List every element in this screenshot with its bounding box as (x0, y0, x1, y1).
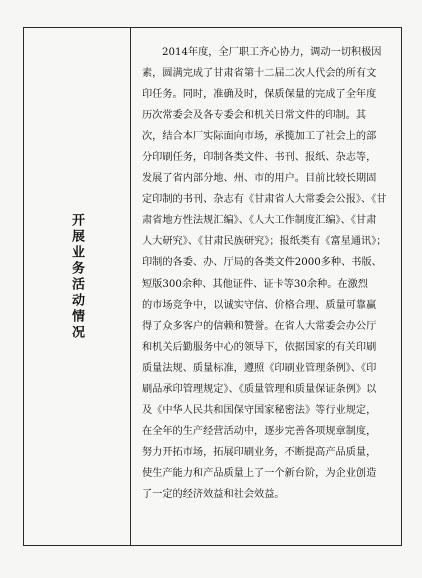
text-line-18: 及《中华人民共和国保守国家秘密法》等行业规定， (142, 404, 377, 416)
text-line-8: 定印制的书刊、杂志有《甘肃省人大常委会公报》、《甘 (142, 194, 387, 206)
text-line-9: 肃省地方性法规汇编》、《人大工作制度汇编》、《甘肃 (142, 215, 377, 227)
text-line-7: 发展了省内部分地、州、市的用户。目前比较长期固 (142, 173, 377, 185)
text-line-6: 分印刷任务，印制各类文件、书刊、报纸、杂志等， (142, 152, 377, 164)
text-line-1 (142, 42, 394, 63)
body-text (142, 42, 394, 505)
text-line-12: 短版300余种、其他证件、证卡等30余种。在激烈 (142, 278, 368, 290)
text-line-13: 的市场竞争中，以诚实守信、价格合理、质量可靠赢 (142, 299, 377, 311)
text-line-4: 历次常委会及各专委会和机关日常文件的印制。其 (142, 110, 367, 122)
text-line-5: 次，结合本厂实际面向市场，承揽加工了社会上的部 (142, 131, 377, 143)
text-line-17: 刷品承印管理规定》、《质量管理和质量保证条例》以 (142, 383, 377, 395)
text-line-3: 印任务。同时，准确及时，保质保量的完成了全年度 (142, 89, 377, 101)
column-divider (130, 28, 131, 545)
text-line: 2014年度，全厂职工齐心协力，调动一切积极因 (162, 47, 382, 58)
form-table (23, 27, 402, 546)
text-line-21: 使生产能力和产品质量上了一个新台阶，为企业创造 (142, 467, 377, 479)
text-line-14: 得了众多客户的信赖和赞誉。在省人大常委会办公厅 (142, 320, 377, 332)
text-line-19: 在全年的生产经营活动中，逐步完善各项规章制度， (142, 425, 377, 437)
text-line-10: 人大研究》、《甘肃民族研究》；报纸类有《富星通讯》； (142, 236, 387, 248)
text-line-16: 质量法规、质量标准，遵照《印刷业管理条例》、《印 (142, 362, 377, 374)
text-line-22: 了一定的经济效益和社会效益。 (142, 488, 285, 500)
text-line-20: 努力开拓市场，拓展印刷业务，不断提高产品质量， (142, 446, 377, 458)
text-line-11: 印制的各委、办、厅局的各类文件2000多种、书版、 (142, 257, 382, 269)
text-line-2: 素，圆满完成了甘肃省第十二届二次人代会的所有文 (142, 68, 377, 80)
text-line-15: 和机关后勤服务中心的领导下，依据国家的有关印刷 (142, 341, 377, 353)
section-title: 开展业务活动情况 (69, 213, 84, 341)
content-column (142, 42, 394, 522)
label-column (24, 28, 130, 545)
